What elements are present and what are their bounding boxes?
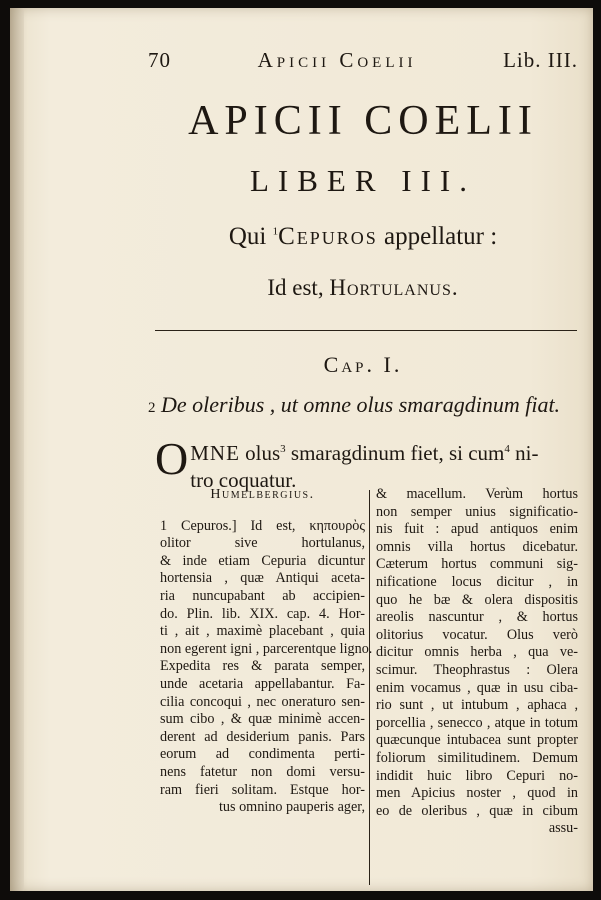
commentary-line: olitor sive hortulanus,	[160, 535, 365, 552]
opening-caps: MNE	[190, 441, 240, 465]
commentary-line: do. Plin. lib. XIX. cap. 4. Hor-	[160, 605, 365, 622]
footnote-marker: 1	[272, 225, 279, 238]
commentary-right-column	[376, 486, 578, 838]
commentary-line: olitorius vocatur. Olus verò	[376, 626, 578, 643]
commentary-line: quo he bæ & olera dispositis	[376, 591, 578, 608]
opening-text: olus	[245, 441, 281, 465]
page-gutter-shadow	[10, 8, 24, 891]
commentary-line: eo de oleribus , quæ in cibum	[376, 802, 578, 819]
commentary-line: nis fuit : apud antiquos enim	[376, 521, 578, 538]
opening-text: ni-	[515, 441, 539, 465]
commentary-line: enim vocamus , quæ in usu ciba-	[376, 679, 578, 696]
commentary-line: indidit huic libro Cepuri no-	[376, 767, 578, 784]
gloss-prefix: Id est,	[267, 275, 324, 300]
commentary-line: foliorum similitudinem. Demum	[376, 749, 578, 766]
section-rule	[155, 330, 577, 331]
commentary-line: non semper unius significatio-	[376, 503, 578, 520]
opening-text: smaragdinum fiet, si cum	[290, 441, 505, 465]
commentary-line: dicitur omnis herba , qua ve-	[376, 644, 578, 661]
commentary-line: cilia concoqui , nec oneraturo sen-	[160, 693, 365, 710]
commentary-line: hortensia , quæ Antiqui aceta-	[160, 570, 365, 587]
commentary-line: Expedita res & parata semper,	[160, 658, 365, 675]
commentary-line: eorum ad condimenta perti-	[160, 746, 365, 763]
commentary-line: 1 Cepuros.] Id est, κηπουρὸς	[160, 517, 365, 534]
commentary-line: quæcunque intubacea sunt propter	[376, 732, 578, 749]
commentary-line: nificatione locus dicitur , in	[376, 573, 578, 590]
commentary-line: Cæterum hortus communi sig-	[376, 556, 578, 573]
commentary-line: ria nuncupabant ab accipien-	[160, 587, 365, 604]
main-title: APICII COELII	[188, 98, 538, 144]
chapter-title: Cap. I.	[323, 352, 403, 377]
footnote-marker: 3	[280, 443, 286, 455]
chapter-subtitle-text: De oleribus , ut omne olus smaragdinum fiat.	[161, 392, 561, 417]
commentary-line: & inde etiam Cepuria dicuntur	[160, 552, 365, 569]
book-subtitle	[146, 223, 580, 251]
commentary-line: ram fieri solitam. Estque hor-	[160, 781, 365, 798]
commentary-line: sum cibo , & quæ minimè accen-	[160, 711, 365, 728]
column-divider	[369, 490, 370, 885]
commentary-line: nens fatetur non domi versu-	[160, 763, 365, 780]
subtitle-suffix: appellatur :	[384, 223, 498, 250]
book-title: LIBER III.	[249, 163, 477, 198]
commentary-line: areolis nascuntur , & hortus	[376, 609, 578, 626]
commentary-line: scimur. Theophrastus : Olera	[376, 661, 578, 678]
commentary-left-column	[160, 486, 373, 817]
book-gloss	[146, 275, 580, 301]
footnote-marker: 4	[504, 443, 510, 455]
subtitle-prefix: Qui	[228, 223, 267, 250]
commentary-line: non egerent igni , parcerentque ligno.	[160, 640, 373, 657]
commentary-author: Humelbergius.	[210, 487, 315, 502]
footnote-marker: 2	[148, 400, 156, 416]
drop-capital: O	[155, 433, 189, 484]
chapter-subtitle	[148, 392, 584, 418]
page-number: 70	[148, 48, 171, 72]
commentary-left-lines	[160, 517, 373, 817]
running-title: Apicii Coelii	[257, 48, 417, 72]
commentary-line: assu-	[548, 820, 578, 837]
commentary-line: rio sunt , ut intubum , aphaca ,	[376, 697, 578, 714]
gloss-name: Hortulanus.	[329, 275, 459, 300]
commentary-line: unde acetaria appellabantur. Fa-	[160, 675, 365, 692]
running-head	[148, 48, 578, 73]
opening-text-line2: tro coquatur.	[190, 468, 297, 492]
subtitle-name: Cepuros	[278, 223, 378, 250]
running-book: Lib. III.	[503, 48, 578, 72]
commentary-line: & macellum. Verùm hortus	[376, 486, 578, 502]
commentary-line: tus omnino pauperis ager,	[218, 799, 365, 816]
commentary-right-lines	[376, 486, 578, 838]
commentary-line: porcellia , senecco , atque in totum	[376, 714, 578, 731]
commentary-line: derent ad desiderium panis. Pars	[160, 728, 365, 745]
commentary-line: ti , ait , maximè placebant , quia	[160, 623, 365, 640]
commentary-line: omnis villa hortus dicebatur.	[376, 538, 578, 555]
commentary-line: men Apicius noster , quod in	[376, 785, 578, 802]
